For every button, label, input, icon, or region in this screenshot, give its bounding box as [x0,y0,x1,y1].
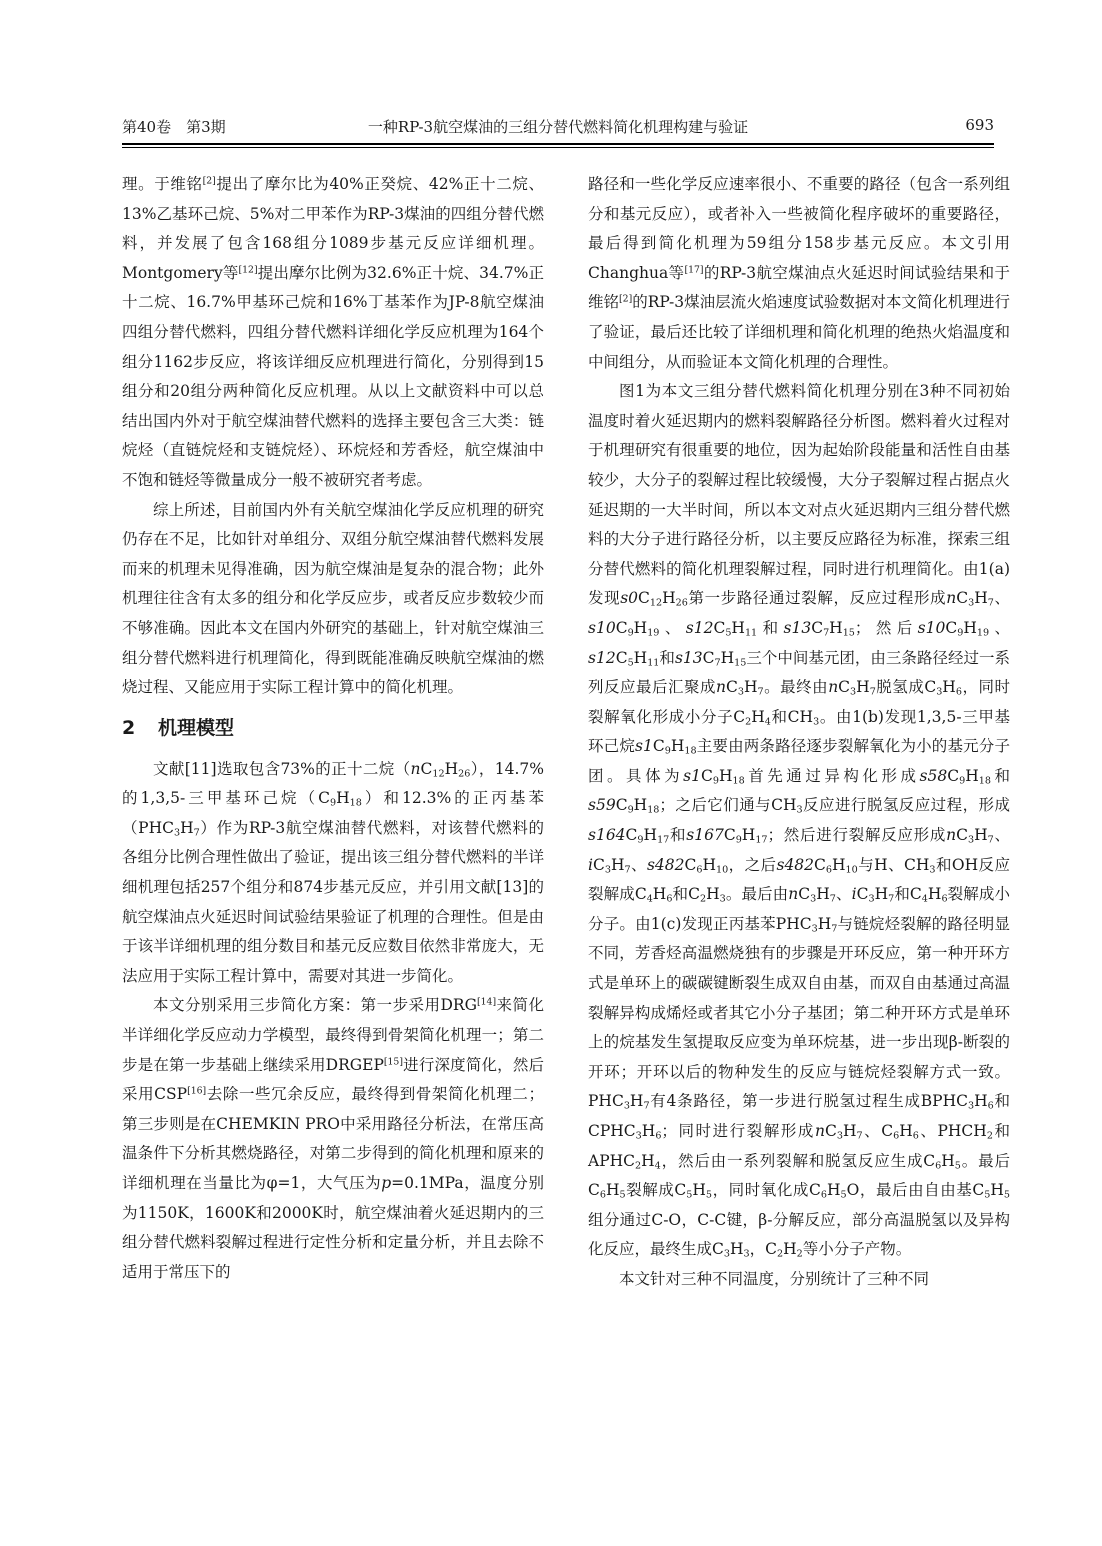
paragraph: 图1为本文三组分替代燃料简化机理分别在3种不同初始温度时着火延迟期内的燃料裂解路径分析图。燃料着火过程对于机理研究有很重要的地位，因为起始阶段能量和活性自由基较少，大分子的裂解过程比较缓慢，大分子裂解过程占据点火延迟期的一大半时间，所以本文对点火延迟期内三组分替代燃料的大分子进行路径分析，以主要反应路径为标准，探索三组分替代燃料的简化机理裂解过程，同时进行机理简化。由1(a)发现$s0C_{12}H_{26}$第一步路径通过裂解，反应过程形成$nC_3H_7$、$s10C_9H_{19}$、$s12C_5H_{11}$和$s13C_7H_{15}$；然后$s10C_9H_{19}$、$s12C_5H_{11}$和$s13C_7H_{15}$三个中间基元团，由三条路径经过一系列反应最后汇聚成$nC_3H_7$。最终由$nC_3H_7$脱氢成$C_3H_6$，同时裂解氧化形成小分子$C_2H_4$和$CH_3$。由1(b)发现1,3,5-三甲基环己烷$s1C_9H_{18}$主要由两条路径逐步裂解氧化为小的基元分子团。具体为$s1C_9H_{18}$首先通过异构化形成$s58C_9H_{18}$和$s59C_9H_{18}$；之后它们通与$CH_3$反应进行脱氢反应过程，形成$s164C_9H_{17}$和$s167C_9H_{17}$；然后进行裂解反应形成$nC_3H_7$、$iC_3H_7$、$s482C_6H_{10}$，之后$s482C_6H_{10}$与H、$CH_3$和OH反应裂解成$C_4H_6$和$C_2H_3$。最后由$nC_3H_7$、$iC_3H_7$和$C_4H_6$裂解成小分子。由1(c)发现正丙基苯$PHC_3H_7$与链烷烃裂解的路径明显不同，芳香烃高温燃烧独有的步骤是开环反应，第一种开环方式是单环上的碳碳键断裂生成双自由基，而双自由基通过高温裂解异构成烯烃或者其它小分子基团；第二种开环方式是单环上的烷基发生氢提取反应变为单环烷基，进一步出现β-断裂的开环；开环以后的物种发生的反应与链烷烃裂解方式一致。$PHC_3H_7$有4条路径，第一步进行脱氢过程生成$BPHC_3H_6$和$CPHC_3H_6$；同时进行裂解形成$nC_3H_7$、$C_6H_6$、$PHCH_2$和$APHC_2H_4$，然后由一系列裂解和脱氢反应生成$C_6H_5$。最后$C_6H_5$裂解成$C_5H_5$，同时氧化成$C_6H_5O$，最后由自由基$C_5H_5$组分通过C-O，C-C键，β-分解反应，部分高温脱氢以及异构化反应，最终生成$C_3H_3$，$C_2H_2$等小分子产物。 [588,382,1010,1260]
running-header [122,116,994,142]
page-number: 693 [965,116,994,134]
paragraph: 路径和一些化学反应速率很小、不重要的路径（包含一系列组分和基元反应），或者补入一些被简化程序破坏的重要路径，最后得到简化机理为59组分158步基元反应。本文引用Changhua等[17]的RP-3航空煤油点火延迟时间试验结果和于维铭[2]的RP-3煤油层流火焰速度试验数据对本文简化机理进行了验证，最后还比较了详细机理和简化机理的绝热火焰温度和中间组分，从而验证本文简化机理的合理性。 [588,175,1010,371]
paragraph: 综上所述，目前国内外有关航空煤油化学反应机理的研究仍存在不足，比如针对单组分、双组分航空煤油替代燃料发展而来的机理未见得准确，因为航空煤油是复杂的混合物；此外机理往往含有太多的组分和化学反应步，或者反应步数较少而不够准确。因此本文在国内外研究的基础上，针对航空煤油三组分替代燃料进行机理简化，得到既能准确反映航空煤油的燃烧过程、又能应用于实际工程计算中的简化机理。 [122,500,544,697]
section-title: 机理模型 [158,716,235,739]
right-column [588,170,1010,1295]
section-number: 2 [122,716,136,739]
running-title: 一种RP-3航空煤油的三组分替代燃料简化机理构建与验证 [367,118,749,136]
left-column [122,170,544,1287]
paragraph: 理。于维铭[2]提出了摩尔比为40%正癸烷、42%正十二烷、13%乙基环己烷、5%对二甲苯作为RP-3煤油的四组分替代燃料，并发展了包含168组分1089步基元反应详细机理。Montgomery等[12]提出摩尔比例为32.6%正十烷、34.7%正十二烷、16.7%甲基环己烷和16%丁基苯作为JP-8航空煤油四组分替代燃料，四组分替代燃料详细化学反应机理为164个组分1162步反应，将该详细反应机理进行简化，分别得到15组分和20组分两种简化反应机理。从以上文献资料中可以总结出国内外对于航空煤油替代燃料的选择主要包含三大类：链烷烃（直链烷烃和支链烷烃）、环烷烃和芳香烃，航空煤油中不饱和链烃等微量成分一般不被研究者考虑。 [122,175,544,489]
header-rule-thick [122,143,994,145]
paragraph: 文献[11]选取包含73%的正十二烷$(nC_{12}H_{26})$，14.7%的1,3,5-三甲基环己烷$(C_9H_{18})$和12.3%的正丙基苯$(PHC_3H_7)$作为RP-3航空煤油替代燃料，对该替代燃料的各组分比例合理性做出了验证，提出该三组分替代燃料的半详细机理包括257个组分和874步基元反应，并引用文献[13]的航空煤油点火延迟时间试验结果验证了机理的合理性。但是由于该半详细机理的组分数目和基元反应数目依然非常庞大，无法应用于实际工程计算中，需要对其进一步简化。 [122,759,544,985]
issue: 第3期 [186,118,226,136]
paragraph: 本文分别采用三步简化方案：第一步采用DRG[14]来简化半详细化学反应动力学模型，最终得到骨架简化机理一；第二步是在第一步基础上继续采用DRGEP[15]进行深度简化，然后采用CSP[16]去除一些冗余反应，最终得到骨架简化机理二；第三步则是在CHEMKIN PRO中采用路径分析法，在常压高温条件下分析其燃烧路径，对第二步得到的简化机理和原来的详细机理在当量比为φ=1，大气压为p=0.1MPa，温度分别为1150K，1600K和2000K时，航空煤油着火延迟期内的三组分替代燃料裂解过程进行定性分析和定量分析，并且去除不适用于常压下的 [122,996,544,1281]
volume: 第40卷 [122,118,172,136]
section-heading [122,713,544,743]
header-rule-thin [122,147,994,148]
paragraph: 本文针对三种不同温度，分别统计了三种不同 [619,1269,930,1288]
